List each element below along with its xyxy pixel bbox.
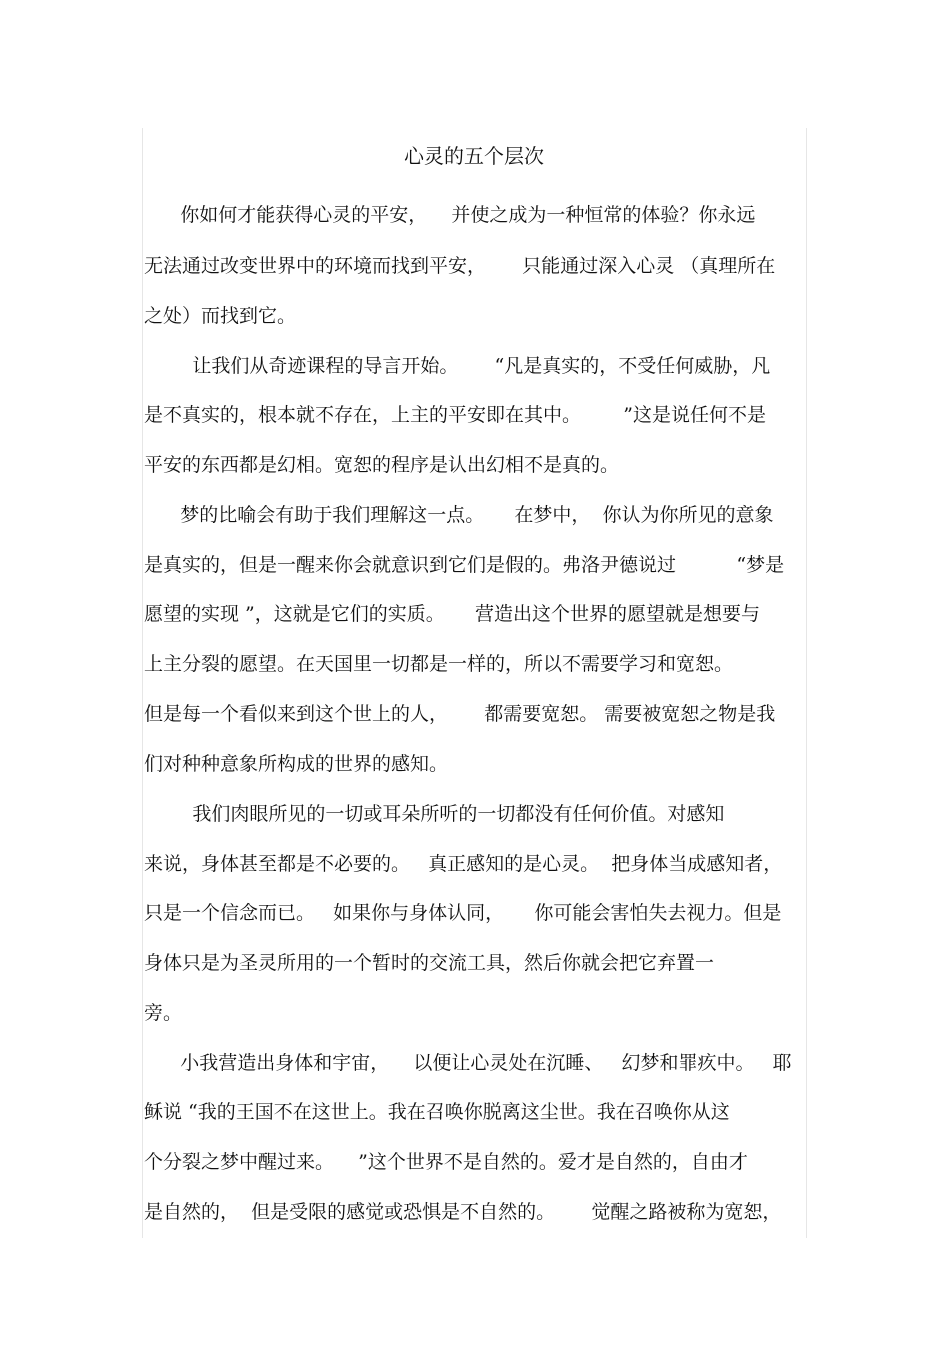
text-line: 让我们从奇迹课程的导言开始。 “凡是真实的，不受任何威胁，凡 [144,355,771,377]
text-line: 愿望的实现 ”，这就是它们的实质。 营造出这个世界的愿望就是想要与 [144,603,760,625]
text-line: 身体只是为圣灵所用的一个暂时的交流工具，然后你就会把它弃置一 [144,952,715,974]
text-line: 旁。 [144,1002,183,1024]
text-line: 小我营造出身体和宇宙， 以便让心灵处在沉睡、 幻梦和罪疚中。 耶 [144,1052,792,1074]
right-margin-rule [806,128,807,1238]
text-line: 个分裂之梦中醒过来。 ”这个世界不是自然的。爱才是自然的，自由才 [144,1151,748,1173]
text-line: 平安的东西都是幻相。宽恕的程序是认出幻相不是真的。 [144,454,620,476]
text-line: 我们肉眼所见的一切或耳朵所听的一切都没有任何价值。对感知 [144,803,725,825]
text-line: 稣说 “我的王国不在这世上。我在召唤你脱离这尘世。我在召唤你从这 [144,1101,730,1123]
text-line: 你如何才能获得心灵的平安， 并使之成为一种恒常的体验？你永远 [144,204,756,226]
text-line: 但是每一个看似来到这个世上的人， 都需要宽恕。 需要被宽恕之物是我 [144,703,776,725]
text-line: 来说，身体甚至都是不必要的。 真正感知的是心灵。 把身体当成感知者， [144,853,783,875]
text-line: 只是一个信念而已。 如果你与身体认同， 你可能会害怕失去视力。但是 [144,902,782,924]
page-title: 心灵的五个层次 [404,144,544,168]
text-line: 是不真实的，根本就不存在，上主的平安即在其中。 ”这是说任何不是 [144,404,766,426]
left-margin-rule [142,128,143,1238]
text-line: 之处）而找到它。 [144,305,297,327]
text-line: 上主分裂的愿望。在天国里一切都是一样的，所以不需要学习和宽恕。 [144,653,734,675]
text-line: 梦的比喻会有助于我们理解这一点。 在梦中， 你认为你所见的意象 [144,504,774,526]
text-line: 是自然的， 但是受限的感觉或恐惧是不自然的。 觉醒之路被称为宽恕， [144,1201,782,1223]
text-line: 无法通过改变世界中的环境而找到平安， 只能通过深入心灵 （真理所在 [144,255,776,277]
text-line: 们对种种意象所构成的世界的感知。 [144,753,449,775]
text-line: 是真实的，但是一醒来你会就意识到它们是假的。弗洛尹德说过 “梦是 [144,554,785,576]
